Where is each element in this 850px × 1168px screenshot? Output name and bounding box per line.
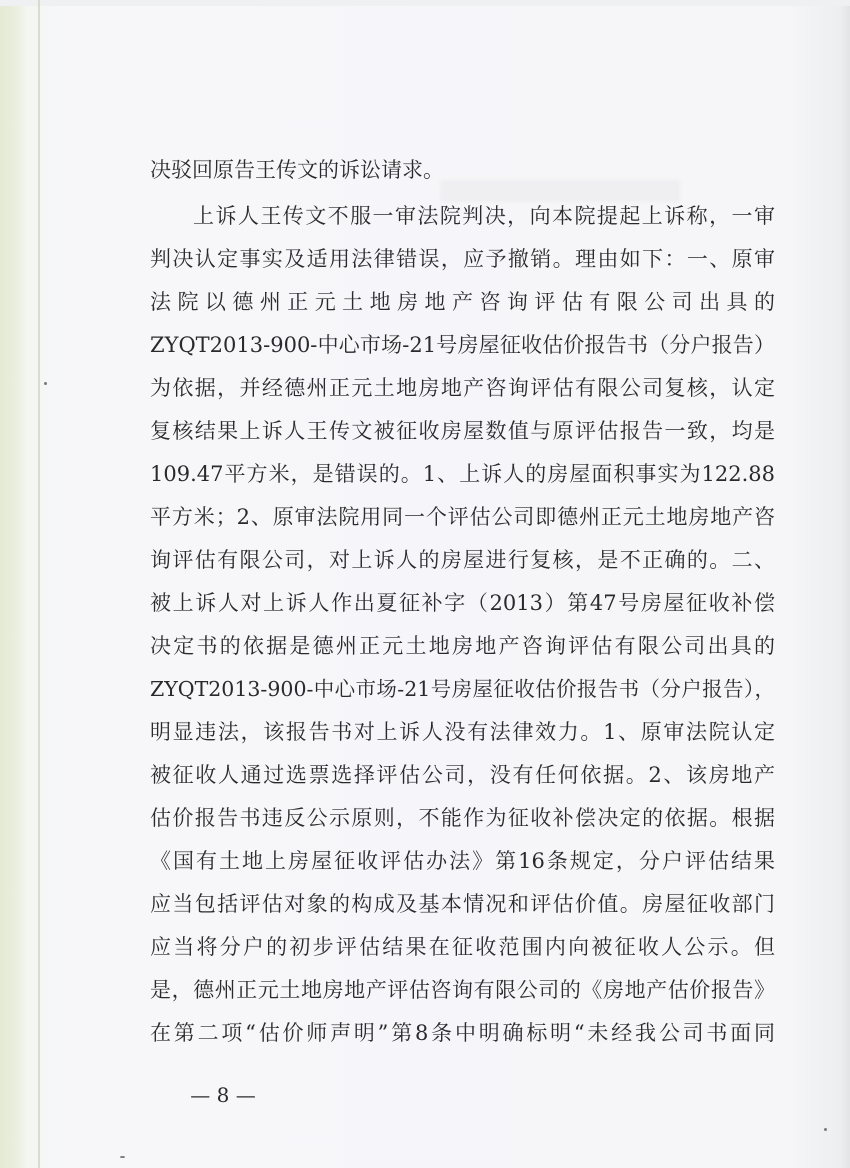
text-line: 判决认定事实及适用法律错误，应予撤销。理由如下：一、原审 [150,247,775,271]
text-line: 109.47平方米，是错误的。1、上诉人的房屋面积事实为122.88 [150,462,775,486]
text-line: 被征收人通过选票选择评估公司，没有任何依据。2、该房地产 [150,763,775,787]
text-line: 估价报告书违反公示原则，不能作为征收补偿决定的依据。根据 [150,806,775,830]
text-line: 应当将分户的初步评估结果在征收范围内向被征收人公示。但 [150,935,775,959]
text-line: 决定书的依据是德州正元土地房地产咨询评估有限公司出具的 [150,634,775,658]
text-line: 复核结果上诉人王传文被征收房屋数值与原评估报告一致，均是 [150,419,775,443]
scan-speck [120,1156,125,1158]
text-line: 明显违法，该报告书对上诉人没有法律效力。1、原审法院认定 [150,720,775,744]
text-line: 被上诉人对上诉人作出夏征补字（2013）第47号房屋征收补偿 [150,591,775,615]
text-line: 询评估有限公司，对上诉人的房屋进行复核，是不正确的。二、 [150,548,775,572]
text-line: ZYQT2013-900-中心市场-21号房屋征收估价报告书（分户报告） [150,333,775,357]
text-line: 法院以德州正元土地房地产咨询评估有限公司出具的 [150,290,775,314]
scan-speck [44,382,47,385]
text-line: 决驳回原告王传文的诉讼请求。 [150,158,444,182]
text-line: ZYQT2013-900-中心市场-21号房屋征收估价报告书（分户报告）， [150,677,775,701]
text-line: 平方米；2、原审法院用同一个评估公司即德州正元土地房地产咨 [150,505,775,529]
text-line: 为依据，并经德州正元土地房地产咨询评估有限公司复核，认定 [150,376,775,400]
scan-speck [824,1128,827,1131]
text-line: 是，德州正元土地房地产评估咨询有限公司的《房地产估价报告》 [150,978,775,1002]
text-line: 在第二项“估价师声明”第8条中明确标明“未经我公司书面同 [150,1021,775,1045]
text-line: 上诉人王传文不服一审法院判决，向本院提起上诉称，一审 [193,204,775,228]
text-line: 《国有土地上房屋征收评估办法》第16条规定，分户评估结果 [150,849,775,873]
page-number: — 8 — [190,1083,256,1107]
text-line: 应当包括评估对象的构成及基本情况和评估价值。房屋征收部门 [150,892,775,916]
